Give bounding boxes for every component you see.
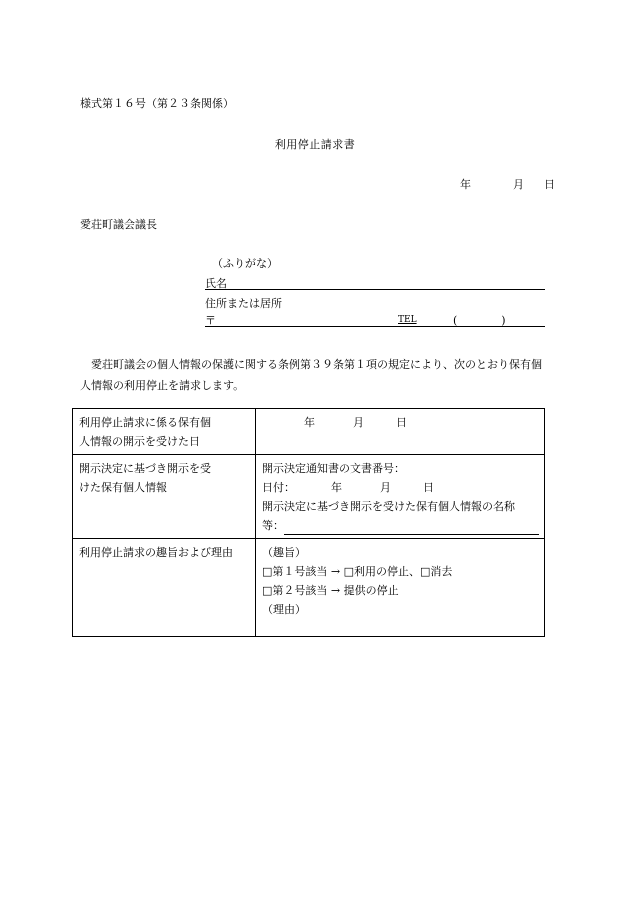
date-day: 日	[544, 178, 555, 191]
purpose-option-2[interactable]: □第２号該当 → 提供の停止	[262, 584, 399, 597]
date-month: 月	[513, 178, 524, 191]
purpose-label-cell	[73, 539, 256, 637]
notice-month: 月	[380, 481, 391, 494]
disclosed-info-cell[interactable]	[256, 455, 545, 539]
disclosed-info-label-cell	[73, 455, 256, 539]
info-name-cont: 等：	[262, 519, 284, 532]
postal-mark: 〒	[205, 314, 216, 327]
furigana-label: （ふりがな）	[212, 257, 278, 270]
purpose-option-1[interactable]: □第１号該当 → □利用の停止、□消去	[262, 565, 453, 578]
table-label: けた保有個人情報	[79, 481, 167, 494]
notice-date-row	[262, 478, 539, 497]
table-label: 開示決定に基づき開示を受	[79, 462, 211, 475]
notice-day: 日	[423, 481, 434, 494]
document-title: 利用停止請求書	[274, 138, 356, 151]
date-line	[460, 178, 555, 191]
name-label: 氏名	[205, 277, 227, 290]
tel-field[interactable]: ( )	[453, 314, 506, 327]
notice-year: 年	[331, 481, 342, 494]
info-name-field[interactable]	[284, 522, 539, 535]
info-name-label: 開示決定に基づき開示を受けた保有個人情報の名称	[262, 500, 515, 513]
form-number: 様式第１６号（第２３条関係）	[80, 97, 234, 110]
disclosure-month: 月	[353, 416, 364, 429]
disclosure-date-cell[interactable]	[256, 409, 545, 455]
request-body-text: 愛荘町議会の個人情報の保護に関する条例第３９条第１項の規定により、次のとおり保有個人情報の利用停止を請求します。	[80, 358, 542, 392]
disclosure-date-label-cell	[73, 409, 256, 455]
doc-number-label: 開示決定通知書の文書番号：	[262, 462, 405, 475]
table-label: 利用停止請求に係る保有個	[79, 416, 211, 429]
tel-label: TEL	[398, 315, 417, 325]
table-row	[73, 455, 545, 539]
info-name-row	[262, 516, 539, 535]
reason-heading: （理由）	[262, 603, 306, 616]
purpose-heading: （趣旨）	[262, 546, 306, 559]
disclosure-date-row	[262, 413, 539, 432]
table-row	[73, 539, 545, 637]
date-year: 年	[460, 178, 471, 191]
table-row	[73, 409, 545, 455]
addressee: 愛荘町議会議長	[80, 218, 157, 231]
address-label: 住所または居所	[205, 297, 282, 310]
name-field[interactable]	[205, 289, 545, 290]
disclosure-day: 日	[396, 416, 407, 429]
table-label: 人情報の開示を受けた日	[79, 435, 200, 448]
address-field[interactable]	[205, 326, 545, 327]
request-table	[72, 408, 545, 637]
table-label: 利用停止請求の趣旨および理由	[79, 546, 233, 559]
disclosure-year: 年	[304, 416, 315, 429]
purpose-cell[interactable]	[256, 539, 545, 637]
notice-date-label: 日付：	[262, 481, 295, 494]
